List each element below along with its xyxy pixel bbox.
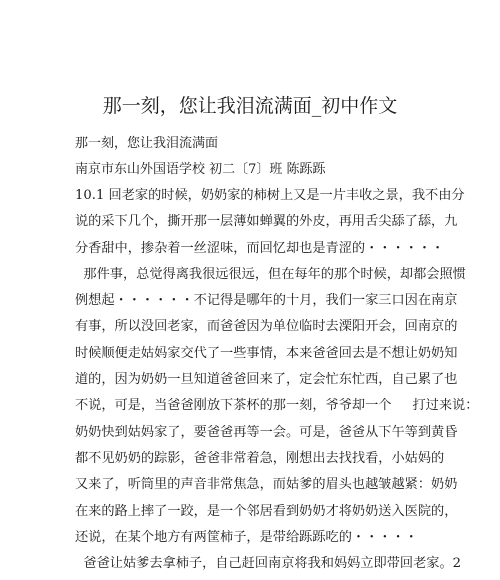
text-line: 那件事，总觉得离我很远很远，但在每年的那个时候，却都会照惯 — [75, 266, 466, 282]
text-line: 分香甜中，掺杂着一丝涩味，而回忆却也是青涩的・・・・・・ — [75, 240, 445, 256]
text-line: 奶奶快到姑妈家了，要爸爸再等一会。可是，爸爸从下午等到黄昏 — [75, 424, 458, 440]
text-line: 又来了，听筒里的声音非常焦急，而姑爹的眉头也越皱越紧：奶奶 — [75, 477, 458, 493]
author-byline: 南京市东山外国语学校 初二〔7〕班 陈跞跞 — [75, 162, 326, 177]
text-line: 在来的路上摔了一跤，是一个邻居看到奶奶才将奶奶送入医院的， — [75, 503, 458, 519]
text-line: 时候顺便走姑妈家交代了一些事情，本来爸爸回去是不想让奶奶知 — [75, 345, 458, 361]
text-line: 还说，在某个地方有两筐柿子，是带给跞跞吃的・・・・・ — [75, 529, 418, 545]
text-line: 例想起・・・・・・不记得是哪年的十月，我们一家三口因在南京 — [75, 293, 458, 309]
text-line: 道的，因为奶奶一旦知道爸爸回来了，定会忙东忙西，自己累了也 — [75, 372, 458, 388]
text-line: 有事，所以没回老家，而爸爸因为单位临时去溧阳开会，回南京的 — [75, 319, 458, 335]
text-line: 10.1 回老家的时候，奶奶家的柿树上又是一片丰收之景，我不由分 — [75, 188, 465, 203]
text-line: 说的采下几个，撕开那一层薄如蝉翼的外皮，再用舌尖舔了舔，九 — [75, 214, 458, 230]
text-line: 都不见奶奶的踪影，爸爸非常着急，刚想出去找找看，小姑妈的 — [75, 450, 445, 466]
essay-subtitle: 那一刻，您让我泪流满面 — [75, 136, 219, 151]
text-line: 不说，可是，当爸爸刚放下茶杯的那一刻，爷爷却一个 打过来说： — [75, 398, 479, 414]
essay-body — [75, 186, 495, 580]
document-title: 那一刻，您让我泪流满面_初中作文 — [102, 95, 398, 117]
text-line: 爸爸让姑爹去拿柿子，自己赶回南京将我和妈妈立即带回老家。2 — [75, 556, 462, 572]
